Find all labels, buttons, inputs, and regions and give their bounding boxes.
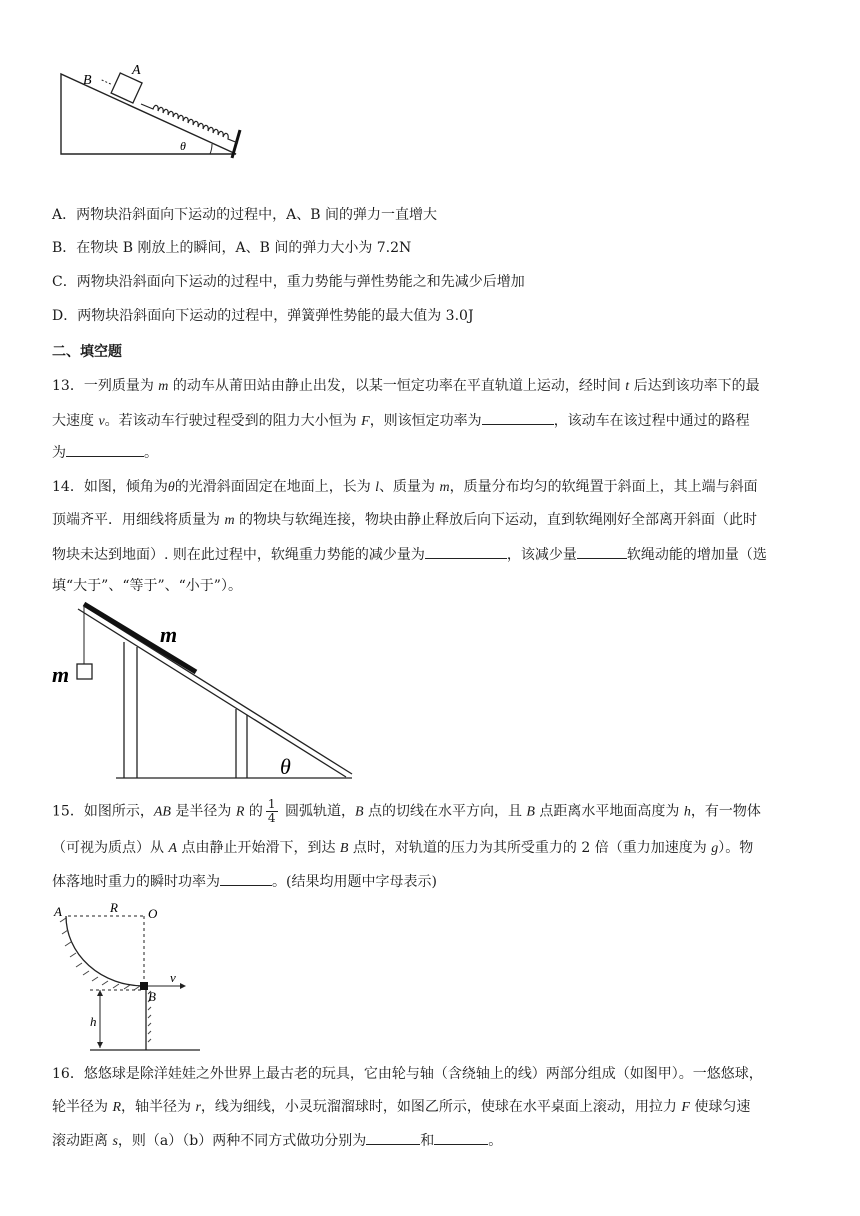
label-theta: θ [280,754,291,779]
label-theta: θ [180,139,186,153]
answer-blank[interactable] [577,544,627,559]
answer-blank[interactable] [434,1130,488,1145]
answer-blank[interactable] [366,1130,420,1145]
label-m-block: m [52,662,70,687]
option-b: B．在物块 B 刚放上的瞬间，A、B 间的弹力大小为 7.2N [52,240,412,256]
label-h: h [90,1014,97,1029]
arc-track-figure [50,902,220,1052]
q14-line2: 顶端齐平．用细线将质量为 m 的物块与软绳连接，物块由静止释放后向下运动，直到软绳刚好全部离开斜面（此时 [52,512,758,528]
rope-incline-figure [48,600,368,780]
q15-line1: 15．如图所示，AB 是半径为 R 的 $\frac{1}{4}$ 圆弧轨道，B 点的切线在水平方向，且 B 点距离水平地面高度为 h，有一物体 [52,797,761,825]
q14-line1: 14．如图，倾角为θ的光滑斜面固定在地面上，长为 l、质量为 m，质量分布均匀的软绳置于斜面上，其上端与斜面 [52,479,758,495]
label-m-rope: m [160,622,178,647]
label-a: A [132,63,141,78]
q13-line3: 为 。 [52,442,158,463]
label-b: B [83,73,92,88]
option-d: D．两物块沿斜面向下运动的过程中，弹簧弹性势能的最大值为 3.0J [52,308,474,324]
answer-blank[interactable] [425,544,507,559]
q16-line1: 16．悠悠球是除洋娃娃之外世界上最古老的玩具，它由轮与轴（含绕轴上的线）两部分组成（如图甲）。一悠悠球， [52,1066,763,1082]
label-a: A [54,904,62,919]
spring-incline-figure [58,60,258,160]
q13-line1: 13．一列质量为 m 的动车从莆田站由静止出发，以某一恒定功率在平直轨道上运动，经时间 t 后达到该功率下的最 [52,378,760,394]
answer-blank[interactable] [66,442,144,457]
option-c: C．两物块沿斜面向下运动的过程中，重力势能与弹性势能之和先减少后增加 [52,274,525,290]
q14-line3: 物块未达到地面）. 则在此过程中，软绳重力势能的减少量为 ，该减少量 软绳动能的增加量（选 [52,544,767,565]
answer-blank[interactable] [482,410,554,425]
option-a: A．两物块沿斜面向下运动的过程中，A、B 间的弹力一直增大 [52,207,437,223]
label-o: O [148,906,158,921]
answer-blank[interactable] [220,871,272,886]
q14-line4: 填“大于”、“等于”、“小于”）。 [52,578,242,594]
label-v: v [170,970,176,985]
fraction-quarter: $\frac{1}{4}$ [267,797,276,825]
q15-line2: （可视为质点）从 A 点由静止开始滑下，到达 B 点时，对轨道的压力为其所受重力的 2 倍（重力加速度为 g）。物 [52,840,754,856]
q16-line2: 轮半径为 R，轴半径为 r，线为细线，小灵玩溜溜球时，如图乙所示，使球在水平桌面上滚动，用拉力 F 使球匀速 [52,1099,751,1115]
label-r: R [110,900,118,915]
q15-line3: 体落地时重力的瞬时功率为 。(结果均用题中字母表示) [52,871,437,892]
q16-line3: 滚动距离 s，则（a）（b）两种不同方式做功分别为 和 。 [52,1130,502,1152]
q13-line2: 大速度 v。若该动车行驶过程受到的阻力大小恒为 F，则该恒定功率为 ，该动车在该过程中通过的路程 [52,410,750,432]
label-b: B [148,989,156,1004]
section-title: 二、填空题 [52,344,122,360]
